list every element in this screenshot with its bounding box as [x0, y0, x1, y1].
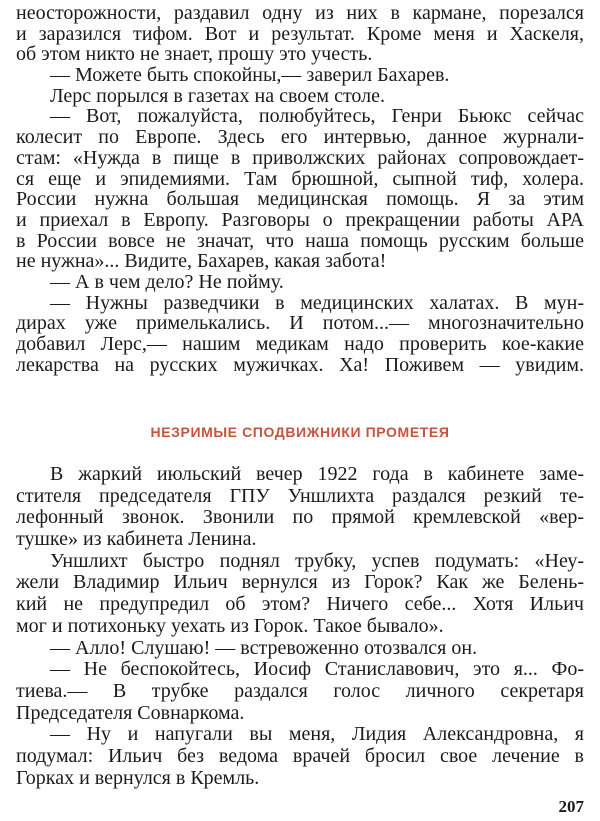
- text-line: лекарства на русских мужичках. Ха! Поживем — увидим.: [16, 353, 584, 376]
- text-line: лефонный звонок. Звонили по прямой кремлевской «вер-: [16, 506, 584, 529]
- text-line: стам: «Нужда в пище в приволжских районах сопровождает-: [16, 146, 584, 169]
- text-line: Горках и вернулся в Кремль.: [16, 766, 260, 789]
- text-line: России нужна большая медицинская помощь. Я за этим: [16, 188, 584, 211]
- text-line: и заразился тифом. Вот и результат. Кроме меня и Хаскеля,: [16, 22, 584, 45]
- text-line: Председателя Совнаркома.: [16, 701, 245, 724]
- text-line: тушке» из кабинета Ленина.: [16, 528, 257, 551]
- text-line: В жаркий июльский вечер 1922 года в кабинете заме-: [50, 463, 584, 485]
- text-line: и приехал в Европу. Разговоры о прекращении работы АРА: [16, 208, 584, 231]
- text-line: Лерс порылся в газетах на своем столе.: [50, 84, 386, 107]
- text-line: ся еще и эпидемиями. Там брюшной, сыпной тиф, холера.: [16, 167, 584, 190]
- text-line: кий не предупредил об этом? Ничего себе... Хотя Ильич: [16, 593, 584, 616]
- text-line: неосторожности, раздавил одну из них в кармане, порезался: [16, 2, 584, 24]
- page-number: 207: [558, 797, 584, 816]
- text-line: — А в чем дело? Не пойму.: [50, 270, 284, 293]
- text-line: — Алло! Слушаю! — встревоженно отозвался он.: [50, 636, 478, 659]
- chapter-heading: НЕЗРИМЫЕ СПОДВИЖНИКИ ПРОМЕТЕЯ: [150, 424, 450, 440]
- body-text-section-1: [16, 3, 584, 375]
- text-line: добавил Лерс,— нашим медикам надо проверить кое-какие: [16, 333, 584, 355]
- text-line: не нужна»... Видите, Бахарев, какая забота!: [16, 250, 387, 273]
- text-line: — Вот, пожалуйста, полюбуйтесь, Генри Бьюкс сейчас: [50, 105, 584, 128]
- text-line: мог и потихоньку уехать из Горок. Такое бывало».: [16, 614, 444, 637]
- text-line: — Можете быть спокойны,— заверил Бахарев.: [50, 64, 450, 87]
- text-line: — Нужны разведчики в медицинских халатах. В мун-: [50, 291, 584, 314]
- text-line: в России вовсе не значат, что наша помощь русским больше: [16, 229, 584, 252]
- text-line: дирах уже примелькались. И потом...— многозначительно: [16, 312, 584, 335]
- text-line: Уншлихт быстро поднял трубку, успев подумать: «Неу-: [50, 549, 584, 572]
- text-line: колесит по Европе. Здесь его интервью, данное журнали-: [16, 126, 584, 149]
- text-line: — Ну и напугали вы меня, Лидия Александровна, я: [50, 723, 584, 746]
- body-text-section-2: [16, 464, 584, 789]
- text-line: тиева.— В трубке раздался голос личного секретаря: [16, 679, 584, 702]
- text-line: стителя председателя ГПУ Уншлихта раздался резкий те-: [16, 484, 584, 507]
- text-line: — Не беспокойтесь, Иосиф Станиславович, это я... Фо-: [50, 658, 584, 681]
- text-line: об этом никто не знает, прошу это учесть.: [16, 43, 373, 66]
- text-line: жели Владимир Ильич вернулся из Горок? Как же Белень-: [16, 571, 584, 594]
- text-line: подумал: Ильич без ведома врачей бросил свое лечение в: [16, 744, 584, 767]
